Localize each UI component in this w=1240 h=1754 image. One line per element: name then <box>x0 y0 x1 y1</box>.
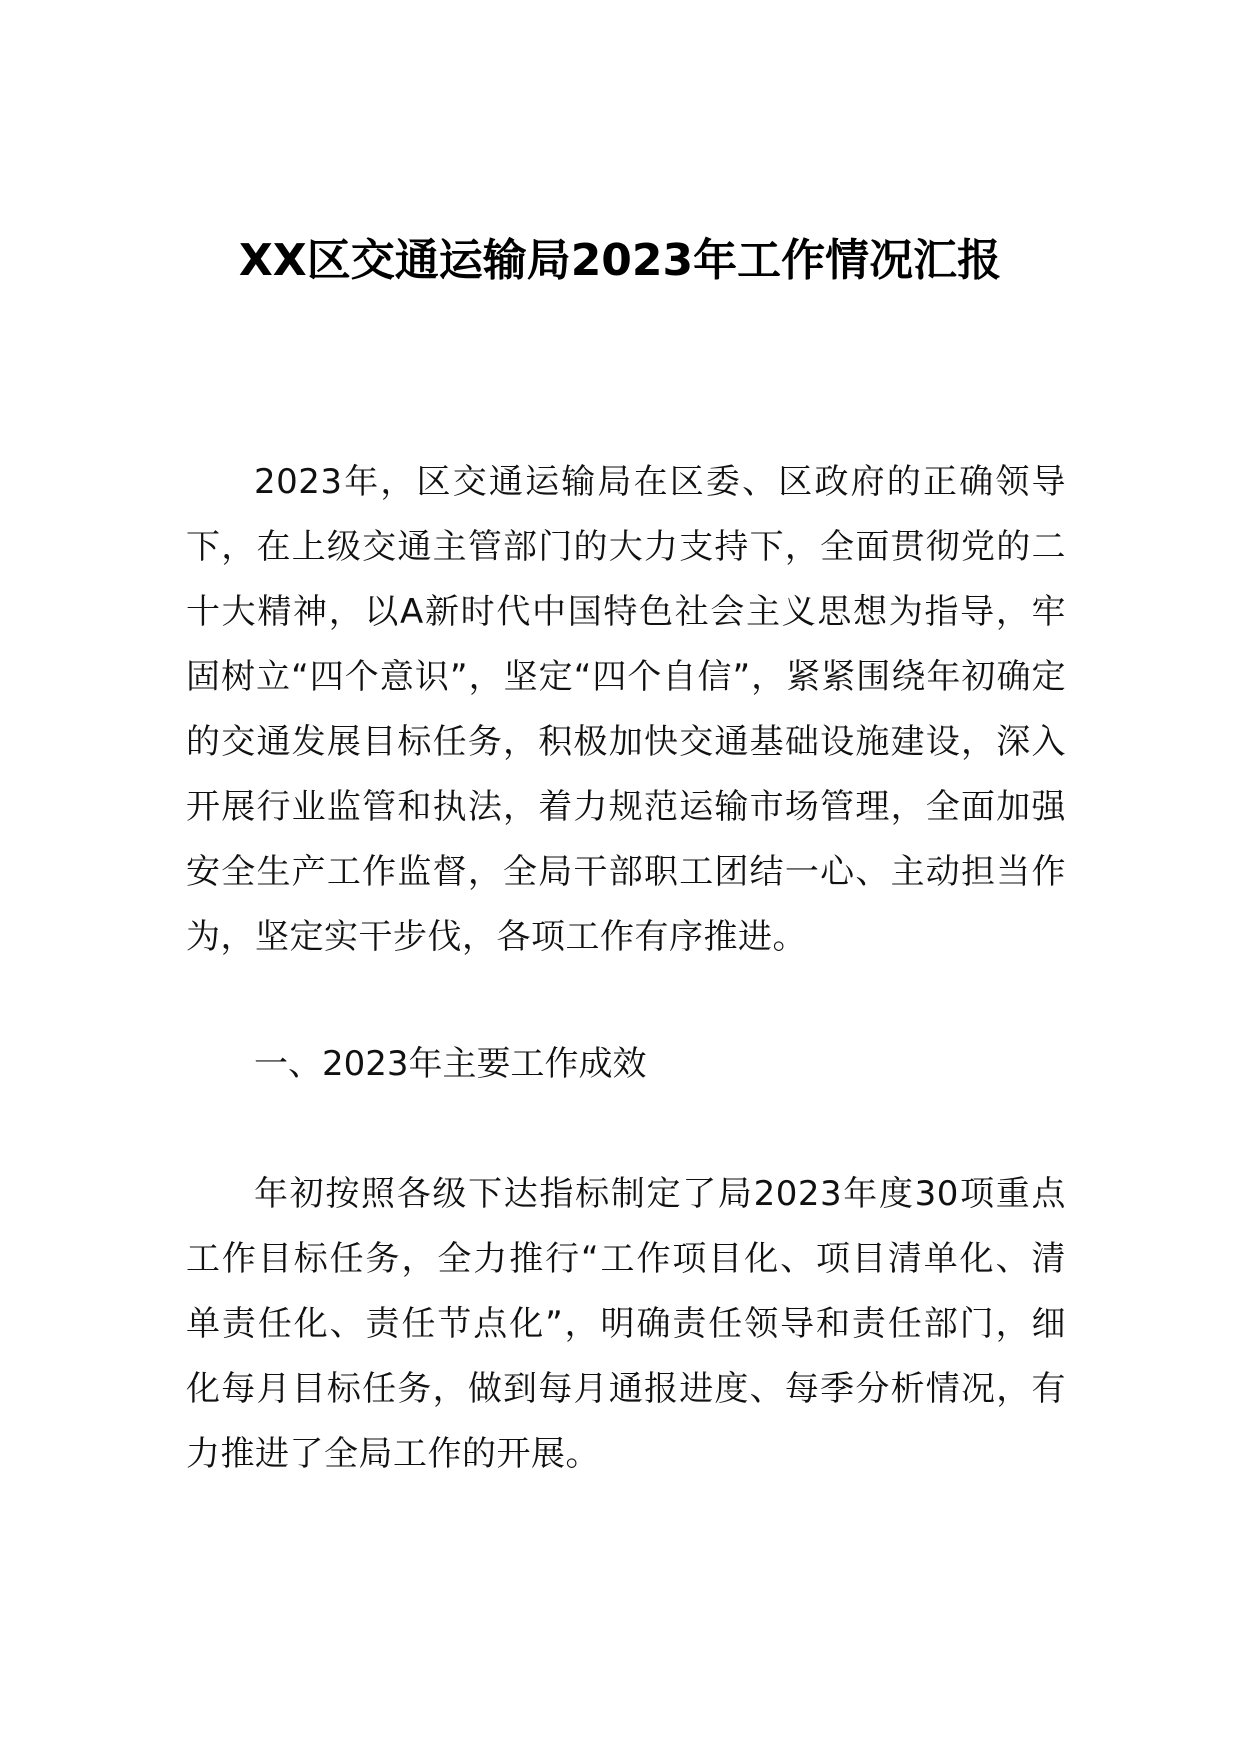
body-paragraph: 年初按照各级下达指标制定了局2023年度30项重点工作目标任务，全力推行“工作项目化、项目清单化、清单责任化、责任节点化”，明确责任领导和责任部门，细化每月目标任务，做到每月通报进度、每季分析情况，有力推进了全局工作的开展。 <box>186 1174 1066 1474</box>
page-title: XX区交通运输局2023年工作情况汇报 <box>238 235 1002 287</box>
section-heading: 一、2023年主要工作成效 <box>254 1044 647 1084</box>
intro-paragraph: 2023年，区交通运输局在区委、区政府的正确领导下，在上级交通主管部门的大力支持下，全面贯彻党的二十大精神，以A新时代中国特色社会主义思想为指导，牢固树立“四个意识”，坚定“四个自信”，紧紧围绕年初确定的交通发展目标任务，积极加快交通基础设施建设，深入开展行业监管和执法，着力规范运输市场管理，全面加强安全生产工作监督，全局干部职工团结一心、主动担当作为，坚定实干步伐，各项工作有序推进。 <box>186 462 1066 957</box>
